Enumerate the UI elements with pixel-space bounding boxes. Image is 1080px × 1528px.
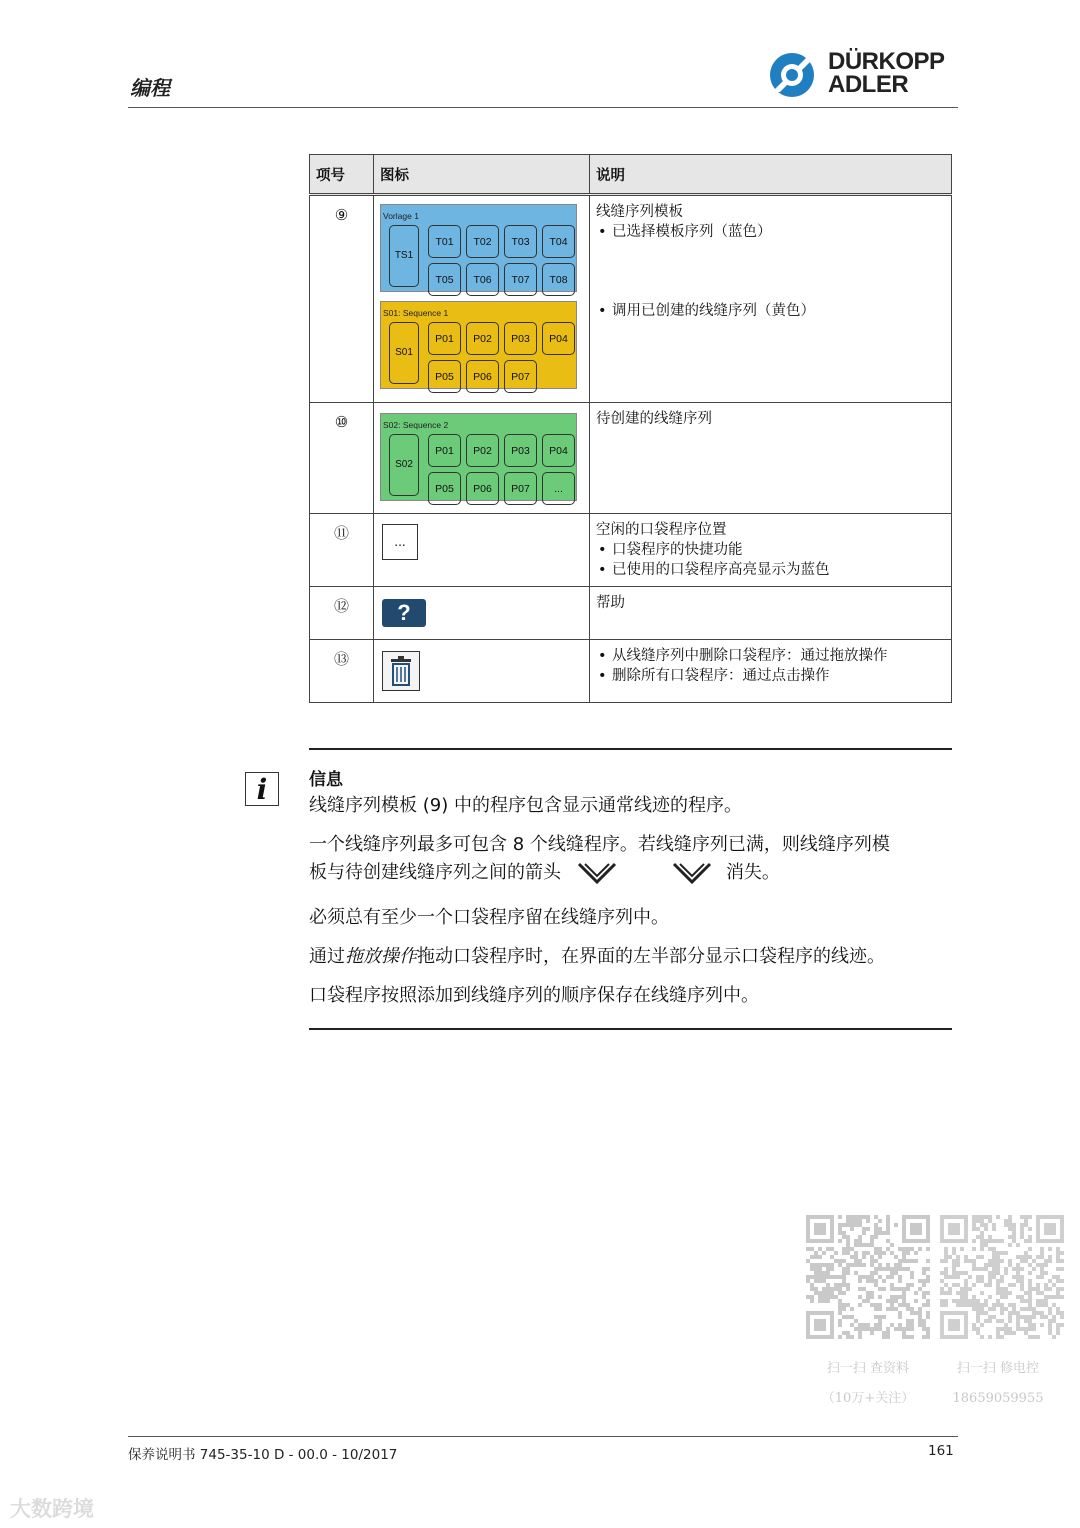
pocket-program-key[interactable]: T01: [428, 225, 461, 258]
pending-sequence-panel[interactable]: [380, 413, 577, 501]
pocket-program-key[interactable]: P06: [466, 360, 499, 393]
info-icon: i: [245, 772, 279, 806]
panel-title: Vorlage 1: [383, 211, 419, 221]
description-bullet: • 从线缝序列中删除口袋程序：通过拖放操作: [596, 646, 945, 666]
table-row: [310, 514, 952, 587]
pocket-program-key[interactable]: P07: [504, 360, 537, 393]
chevron-down-icon: [573, 860, 621, 886]
sequence-side-key[interactable]: S02: [389, 434, 419, 496]
item-number: ⑨: [310, 195, 374, 403]
info-top-rule: [309, 748, 952, 750]
description-cell: [590, 640, 952, 703]
qr-code-left: [806, 1215, 930, 1339]
brand-line-1: DÜRKOPP: [828, 48, 945, 75]
item-number: ⑪: [310, 514, 374, 587]
brand-line-2: ADLER: [828, 71, 909, 98]
icon-description-table: [309, 154, 952, 703]
pocket-program-key[interactable]: T07: [504, 263, 537, 296]
item-number: ⑬: [310, 640, 374, 703]
table-row: [310, 403, 952, 514]
pocket-program-key[interactable]: P07: [504, 472, 537, 505]
header-icon: 图标: [374, 155, 590, 195]
description-title: 空闲的口袋程序位置: [596, 522, 727, 538]
brand-name: [828, 50, 945, 96]
description-title: 待创建的线缝序列: [596, 411, 712, 427]
footer-rule: [128, 1436, 958, 1437]
help-icon: ?: [397, 600, 411, 625]
info-bottom-rule: [309, 1028, 952, 1030]
description-bullet: • 已使用的口袋程序高亮显示为蓝色: [596, 560, 945, 580]
description-bullet: • 已选择模板序列（蓝色）: [596, 222, 945, 242]
description-title: 帮助: [596, 595, 625, 611]
icon-cell: [374, 640, 590, 703]
pocket-program-key[interactable]: P05: [428, 472, 461, 505]
empty-pocket-slot-button[interactable]: ...: [382, 524, 418, 560]
qr-caption-line: （10万+关注）: [821, 1391, 915, 1406]
trash-icon: [389, 656, 413, 686]
pocket-program-key[interactable]: P05: [428, 360, 461, 393]
qr-caption-line: 扫一扫 修电控: [956, 1361, 1040, 1376]
qr-caption-right: [928, 1354, 1068, 1414]
header-description: 说明: [590, 155, 952, 195]
info-text: 板与待创建线缝序列之间的箭头: [309, 862, 561, 883]
description-cell: [590, 403, 952, 514]
description-cell: [590, 587, 952, 640]
item-number: ⑩: [310, 403, 374, 514]
description-bullet: • 口袋程序的快捷功能: [596, 540, 945, 560]
pocket-program-key[interactable]: T02: [466, 225, 499, 258]
delete-button[interactable]: [382, 651, 420, 691]
pocket-program-key[interactable]: P02: [466, 434, 499, 467]
pocket-program-key[interactable]: ...: [542, 472, 575, 505]
table-row: [310, 640, 952, 703]
info-text: 通过: [309, 946, 345, 967]
description-bullet: • 调用已创建的线缝序列（黄色）: [596, 301, 945, 321]
brand-logo: [762, 50, 962, 100]
section-title: 编程: [130, 76, 170, 100]
description-cell: [590, 514, 952, 587]
info-paragraph-line: 一个线缝序列最多可包含 8 个线缝程序。若线缝序列已满，则线缝序列模: [309, 834, 890, 855]
sequence-side-key[interactable]: TS1: [389, 225, 419, 287]
header-item-number: 项号: [310, 155, 374, 195]
qr-code-right: [940, 1215, 1064, 1339]
pocket-program-key[interactable]: P04: [542, 322, 575, 355]
pocket-program-key[interactable]: P06: [466, 472, 499, 505]
chevron-down-icon: [668, 860, 716, 886]
page-number: 161: [928, 1443, 954, 1459]
pocket-program-key[interactable]: P01: [428, 322, 461, 355]
pocket-program-key[interactable]: P02: [466, 322, 499, 355]
panel-title: S02: Sequence 2: [383, 420, 449, 430]
pocket-program-key[interactable]: T06: [466, 263, 499, 296]
brand-logo-icon: [762, 50, 824, 100]
info-text: 拖动口袋程序时，在界面的左半部分显示口袋程序的线迹。: [417, 946, 885, 967]
header-rule: [128, 107, 958, 108]
info-paragraph: [309, 943, 954, 971]
icon-cell: [374, 587, 590, 640]
pocket-program-key[interactable]: T04: [542, 225, 575, 258]
help-button[interactable]: [382, 599, 426, 627]
qr-caption-line: 扫一扫 查资料: [826, 1361, 910, 1376]
info-text: 消失。: [725, 862, 780, 883]
qr-caption-line: 18659059955: [952, 1391, 1044, 1406]
icon-cell: [374, 195, 590, 403]
icon-cell: [374, 403, 590, 514]
panel-title: S01: Sequence 1: [383, 308, 449, 318]
pocket-program-key[interactable]: P03: [504, 434, 537, 467]
info-paragraph: [309, 831, 954, 887]
pocket-program-key[interactable]: P01: [428, 434, 461, 467]
template-sequence-panel[interactable]: [380, 204, 577, 292]
info-paragraph: 口袋程序按照添加到线缝序列的顺序保存在线缝序列中。: [309, 985, 759, 1006]
pocket-program-key[interactable]: P03: [504, 322, 537, 355]
qr-caption-left: [798, 1354, 938, 1414]
table-header-row: [310, 155, 952, 195]
pocket-program-key[interactable]: T08: [542, 263, 575, 296]
info-paragraph-line: [309, 859, 954, 887]
info-paragraph: 线缝序列模板 (9) 中的程序包含显示通常线迹的程序。: [309, 795, 742, 816]
table-row: [310, 195, 952, 403]
info-heading: 信息: [309, 770, 343, 790]
pocket-program-key[interactable]: P04: [542, 434, 575, 467]
item-number: ⑫: [310, 587, 374, 640]
info-italic-term: 拖放操作: [345, 946, 417, 967]
created-sequence-panel[interactable]: [380, 301, 577, 389]
footer-document-info: 保养说明书 745-35-10 D - 00.0 - 10/2017: [128, 1447, 398, 1463]
watermark: 大数跨境: [10, 1497, 94, 1521]
table-row: [310, 587, 952, 640]
pocket-program-key[interactable]: T03: [504, 225, 537, 258]
info-paragraph: 必须总有至少一个口袋程序留在线缝序列中。: [309, 907, 669, 928]
icon-cell: [374, 514, 590, 587]
description-title: 线缝序列模板: [596, 204, 683, 220]
pocket-program-key[interactable]: T05: [428, 263, 461, 296]
sequence-side-key[interactable]: S01: [389, 322, 419, 384]
description-bullet: • 删除所有口袋程序：通过点击操作: [596, 666, 945, 686]
description-cell: [590, 195, 952, 403]
